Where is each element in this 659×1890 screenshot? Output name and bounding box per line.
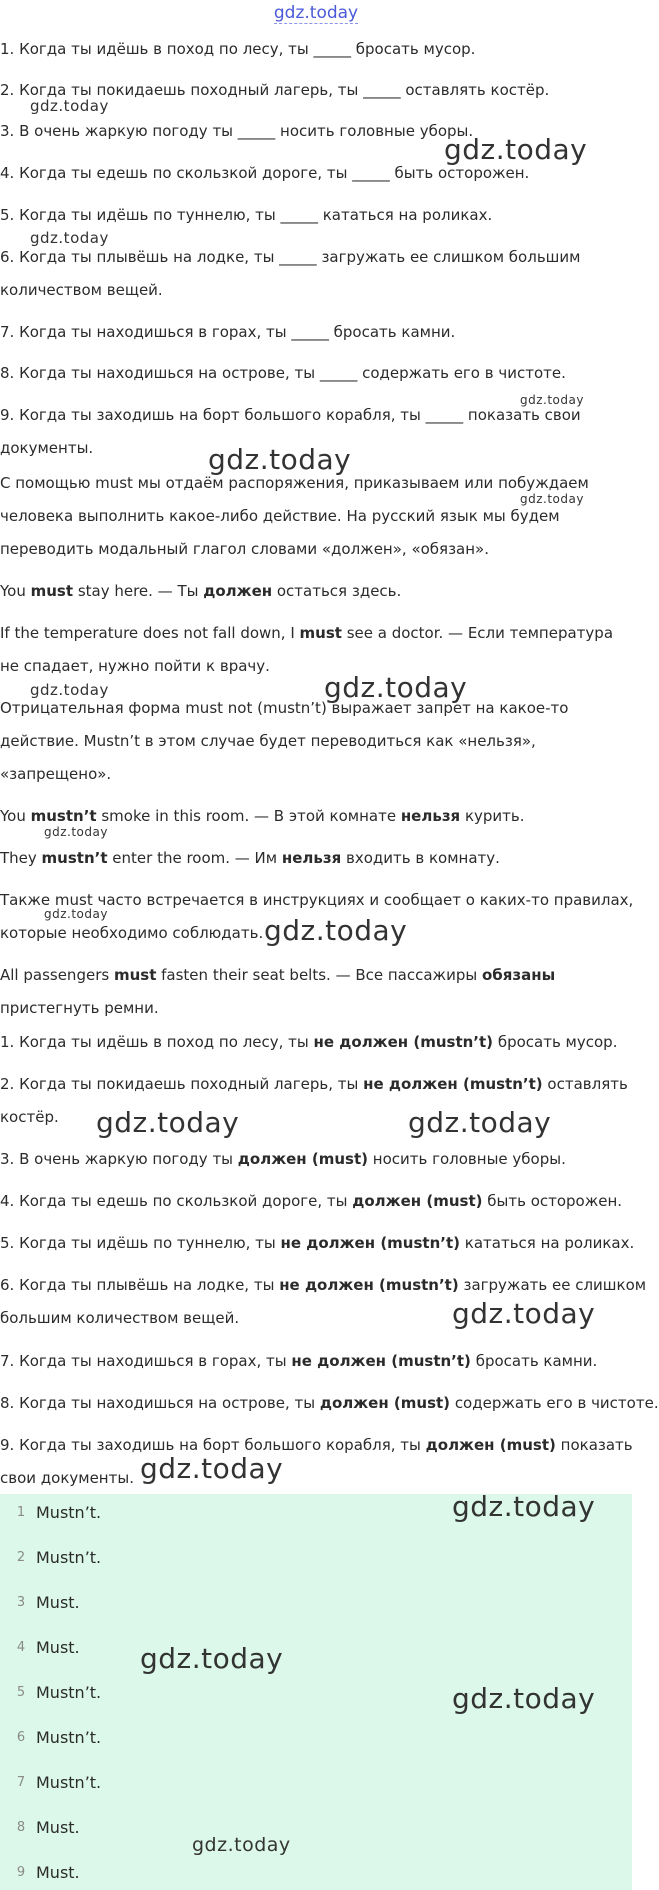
question-5: 5. Когда ты идёшь по туннелю, ты _____ кататься на роликах. [0,206,493,224]
answer-text: Mustn’t. [36,1773,102,1792]
question-9: 9. Когда ты заходишь на борт большого корабля, ты _____ показать свои [0,406,581,424]
example-1: You must stay here. — Ты должен остаться здесь. [0,582,402,600]
example-2-cont: не спадает, нужно пойти к врачу. [0,657,270,675]
watermark: gdz.today [452,1682,596,1715]
answer-number: 1 [16,1505,26,1520]
theory-instructions-2: которые необходимо соблюдать. [0,924,264,942]
watermark: gdz.today [520,492,584,506]
question-7: 7. Когда ты находишься в горах, ты _____ бросать камни. [0,323,456,341]
answer-text: Must. [36,1638,80,1657]
answer-number: 7 [16,1775,26,1790]
watermark: gdz.today [44,907,108,921]
watermark: gdz.today [30,229,109,247]
answer-number: 4 [16,1640,26,1655]
example-3: You mustn’t smoke in this room. — В этой комнате нельзя курить. [0,807,525,825]
theory-mustnt-2: действие. Mustn’t в этом случае будет переводиться как «нельзя», [0,732,536,750]
filled-2: 2. Когда ты покидаешь походный лагерь, ты не должен (mustn’t) оставлять [0,1075,628,1093]
answer-text: Mustn’t. [36,1548,102,1567]
answer-row [0,1768,632,1798]
watermark: gdz.today [452,1297,596,1330]
filled-2-cont: костёр. [0,1108,59,1126]
watermark: gdz.today [452,1490,596,1523]
answer-number: 5 [16,1685,26,1700]
question-9-cont: документы. [0,439,94,457]
watermark: gdz.today [444,133,588,166]
watermark: gdz.today [264,914,408,947]
answer-number: 2 [16,1550,26,1565]
filled-5: 5. Когда ты идёшь по туннелю, ты не должен (mustn’t) кататься на роликах. [0,1234,635,1252]
watermark: gdz.today [192,1834,291,1856]
answer-text: Mustn’t. [36,1503,102,1522]
answer-number: 9 [16,1865,26,1880]
answer-number: 3 [16,1595,26,1610]
answer-number: 6 [16,1730,26,1745]
example-5-cont: пристегнуть ремни. [0,999,159,1017]
watermark: gdz.today [44,825,108,839]
example-2: If the temperature does not fall down, I must see a doctor. — Если температура [0,624,614,642]
watermark: gdz.today [324,671,468,704]
watermark: gdz.today [140,1642,284,1675]
filled-8: 8. Когда ты находишься на острове, ты должен (must) содержать его в чистоте. [0,1394,659,1412]
answer-text: Mustn’t. [36,1728,102,1747]
theory-mustnt-3: «запрещено». [0,765,112,783]
watermark: gdz.today [96,1106,240,1139]
theory-must-1: С помощью must мы отдаём распоряжения, приказываем или побуждаем [0,474,589,492]
theory-mustnt-1: Отрицательная форма must not (mustn’t) выражает запрет на какое-то [0,699,569,717]
watermark: gdz.today [140,1452,284,1485]
question-8: 8. Когда ты находишься на острове, ты _____ содержать его в чистоте. [0,364,566,382]
answer-row [0,1588,632,1618]
answer-row [0,1633,632,1663]
answer-number: 8 [16,1820,26,1835]
answer-text: Must. [36,1593,80,1612]
question-1: 1. Когда ты идёшь в поход по лесу, ты _____ бросать мусор. [0,40,476,58]
theory-must-2: человека выполнить какое-либо действие. На русский язык мы будем [0,507,560,525]
watermark: gdz.today [408,1106,552,1139]
site-logo[interactable]: gdz.today [273,3,359,23]
question-3: 3. В очень жаркую погоду ты _____ носить головные уборы. [0,122,474,140]
answer-text: Must. [36,1818,80,1837]
answer-text: Must. [36,1863,80,1882]
watermark: gdz.today [208,443,352,476]
filled-6: 6. Когда ты плывёшь на лодке, ты не должен (mustn’t) загружать ее слишком [0,1276,647,1294]
question-4: 4. Когда ты едешь по скользкой дороге, ты _____ быть осторожен. [0,164,530,182]
answer-text: Mustn’t. [36,1683,102,1702]
watermark: gdz.today [520,393,584,407]
filled-7: 7. Когда ты находишься в горах, ты не должен (mustn’t) бросать камни. [0,1352,598,1370]
question-6-cont: количеством вещей. [0,281,163,299]
answer-row [0,1813,632,1843]
question-2: 2. Когда ты покидаешь походный лагерь, ты _____ оставлять костёр. [0,81,550,99]
question-6: 6. Когда ты плывёшь на лодке, ты _____ загружать ее слишком большим [0,248,581,266]
watermark: gdz.today [30,681,109,699]
theory-must-3: переводить модальный глагол словами «должен», «обязан». [0,540,489,558]
answer-row [0,1543,632,1573]
filled-4: 4. Когда ты едешь по скользкой дороге, ты должен (must) быть осторожен. [0,1192,623,1210]
answer-row [0,1858,632,1888]
filled-1: 1. Когда ты идёшь в поход по лесу, ты не должен (mustn’t) бросать мусор. [0,1033,618,1051]
theory-instructions-1: Также must часто встречается в инструкциях и сообщает о каких-то правилах, [0,891,634,909]
filled-9-cont: свои документы. [0,1469,134,1487]
example-4: They mustn’t enter the room. — Им нельзя входить в комнату. [0,849,500,867]
example-5: All passengers must fasten their seat belts. — Все пассажиры обязаны [0,966,556,984]
watermark: gdz.today [30,97,109,115]
filled-6-cont: большим количеством вещей. [0,1309,240,1327]
filled-9: 9. Когда ты заходишь на борт большого корабля, ты должен (must) показать [0,1436,633,1454]
filled-3: 3. В очень жаркую погоду ты должен (must) носить головные уборы. [0,1150,566,1168]
answer-row [0,1723,632,1753]
